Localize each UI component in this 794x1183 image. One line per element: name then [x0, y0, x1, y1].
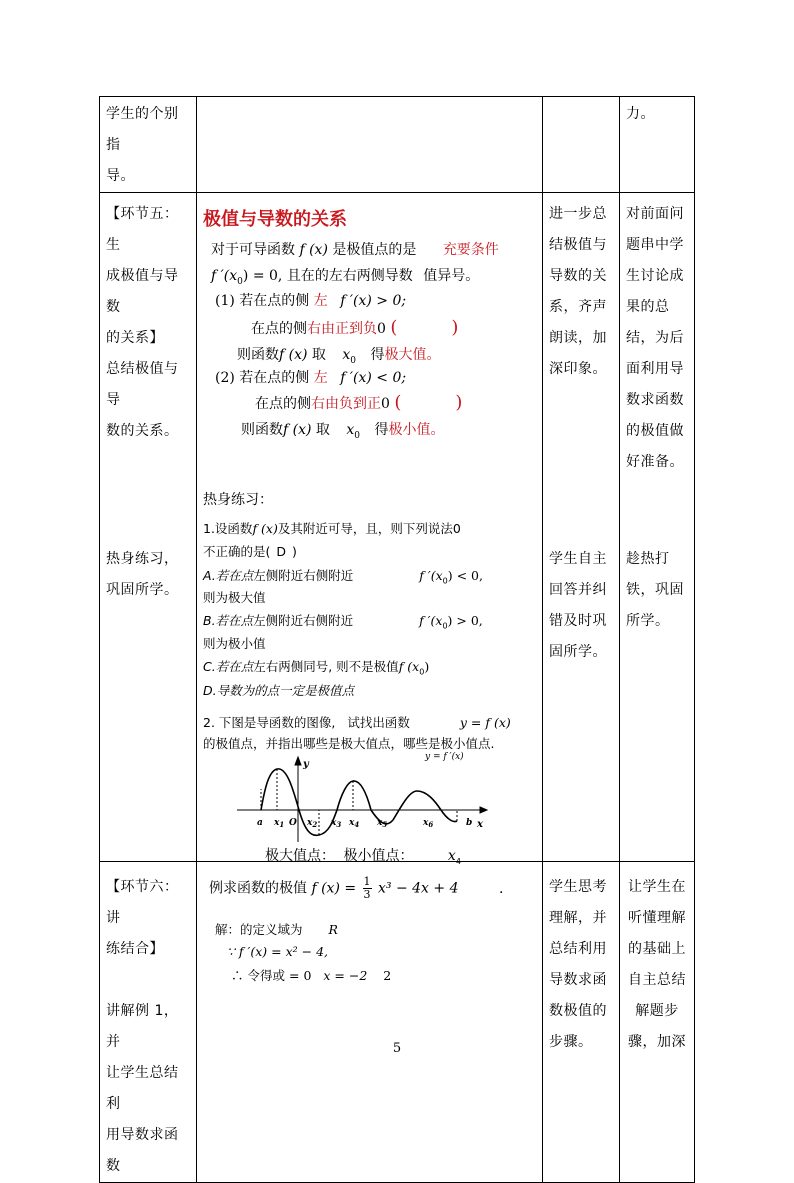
graph-tick-label: $x_6$ — [423, 818, 434, 829]
math-sub: 4 — [455, 856, 461, 866]
paren: ) — [455, 392, 463, 413]
text: 得 — [259, 968, 273, 983]
derivative-graph — [235, 747, 497, 843]
math: x³ − 4x + 4 — [378, 880, 459, 897]
intent-text: 对前面问 题串中学 生讨论成 果的总 结，为后 面利用导 数求函数 的极值做 好准备。 — [626, 206, 684, 470]
math: x — [342, 347, 351, 363]
text: 取 — [311, 347, 326, 363]
answer-text: 充要条件 — [442, 242, 499, 258]
case-line — [215, 290, 406, 310]
text: 的左右两侧导数 — [314, 268, 413, 284]
text: 的定义域为 — [240, 922, 303, 937]
option-c: C.若在点左右两侧同号, 则不是极值f $(x_0)$ — [203, 659, 430, 677]
table-row — [100, 97, 695, 193]
text: C.若在点 — [203, 659, 254, 674]
example-line — [209, 876, 503, 901]
label: (2) — [215, 370, 235, 386]
graph-tick-label: $x_4$ — [349, 818, 360, 829]
denominator: 3 — [363, 888, 371, 901]
answer-text: 右由正到负 — [307, 321, 377, 337]
graph-tick-label: b — [466, 818, 473, 828]
text: 的侧 — [281, 370, 310, 386]
math: f ′(x) > 0; — [340, 293, 407, 309]
answer-text: 极小值。 — [388, 422, 445, 438]
text: 0 — [452, 521, 461, 536]
intent-text: 让学生在 听懂理解 的基础上 自主总结 解题步 骤，加深 — [628, 879, 686, 1050]
max-label: 极大值点： — [265, 848, 335, 864]
math: 2 — [383, 968, 392, 983]
paren: ( — [390, 317, 398, 338]
text: 的侧 — [283, 396, 311, 412]
paren: ) — [451, 317, 459, 338]
case-line: 则函数f (x) 取 $x_0$ 得极小值。 — [241, 422, 445, 441]
text: D.导数为的点一定是极值点 — [203, 683, 355, 698]
math: x = −2 — [323, 968, 368, 983]
text: 例求函数的极值 — [209, 880, 307, 897]
text: 右侧附近 — [303, 613, 354, 628]
answer-text: 左 — [313, 293, 328, 309]
math: f ′(x — [419, 613, 443, 628]
option-a-result: 则为极大值 — [203, 590, 266, 605]
cell-student — [543, 193, 620, 862]
activity-text: 学生的个别指 导。 — [106, 106, 179, 184]
text: B.若在点 — [203, 613, 254, 628]
x-axis-label: x — [477, 819, 483, 830]
text: 的侧 — [281, 293, 310, 309]
answer-text: D — [276, 544, 287, 559]
math: ) < 0, — [447, 568, 483, 583]
text: 若在点 — [239, 370, 282, 386]
answer-text: 左 — [313, 370, 328, 386]
math: f (x — [398, 659, 420, 674]
question-1 — [203, 519, 461, 537]
math: f (x) — [252, 521, 278, 536]
paren: ( — [394, 392, 402, 413]
text: 左右两侧同号, — [253, 659, 333, 674]
table-row — [100, 862, 695, 1183]
solution-line — [231, 966, 391, 984]
question-2-line2: 的极值点，并指出哪些是极大值点，哪些是极小值点. — [203, 736, 495, 751]
intent-text: 力。 — [626, 106, 655, 122]
answer-text: 右由负到正 — [311, 396, 381, 412]
solution-line: ∵ f ′(x) = x² − 4, — [227, 944, 328, 959]
text: 1.设函数 — [203, 521, 253, 536]
numerator: 1 — [363, 875, 371, 888]
cell-intent — [620, 97, 695, 193]
table-row — [100, 193, 695, 862]
cell-activity — [100, 862, 197, 1183]
graph-tick-label: O — [289, 818, 297, 828]
case-line: 则函数f (x) 取 $x_0$ 得极大值。 — [237, 347, 441, 366]
cell-content — [197, 97, 543, 193]
graph-tick-label: a — [257, 818, 263, 828]
text: 在点 — [251, 321, 279, 337]
cell-activity — [100, 193, 197, 862]
student-text: 学生思考 理解，并 总结利用 导数求函 数极值的 步骤。 — [549, 879, 607, 1050]
option-d — [203, 681, 354, 699]
intent-text: 趁热打 铁，巩固 所学。 — [626, 551, 684, 629]
text: 则函数 — [237, 347, 279, 363]
graph-tick-label: $x_1$ — [274, 818, 285, 829]
case-line — [215, 367, 406, 387]
text: 0 — [381, 396, 390, 412]
cell-student — [543, 97, 620, 193]
text: ∴ 令 — [231, 968, 260, 983]
text: A.若在点 — [203, 568, 254, 583]
text: 或 — [272, 968, 286, 983]
text: 值异号。 — [423, 268, 480, 284]
cell-intent — [620, 862, 695, 1183]
text: 试找出函数 — [347, 715, 410, 730]
math: f ′(x) < 0; — [340, 370, 407, 386]
math: x — [346, 422, 355, 438]
label: (1) — [215, 293, 235, 309]
graph-tick-label: $x_2$ — [307, 818, 318, 829]
student-text: 进一步总 结极值与 导数的关 系，齐声 朗读，加 深印象。 — [549, 206, 607, 377]
math: R — [328, 922, 338, 937]
y-axis-label: y — [303, 759, 309, 770]
text: 不正确的是( — [203, 544, 271, 559]
text: . — [498, 880, 504, 897]
text: 取 — [315, 422, 330, 438]
math: ) = 0, — [242, 268, 283, 284]
math: f (x) = — [311, 880, 357, 897]
math: ) — [424, 659, 430, 674]
math: f ′(x — [211, 268, 238, 284]
math: = 0 — [289, 968, 312, 983]
text: 0 — [377, 321, 386, 337]
math: f (x) — [283, 422, 312, 438]
cell-student — [543, 862, 620, 1183]
definition-line — [211, 239, 499, 259]
text: 且在 — [286, 268, 315, 284]
math: y = f (x) — [459, 715, 511, 730]
cell-activity — [100, 97, 197, 193]
activity-text: 【环节六：讲 练结合】 讲解例 1，并 让学生总结利 用导数求函数 — [106, 879, 179, 1174]
option-a: A.若在点左侧附近右侧附近 f $'(x_0) < 0$, — [203, 568, 483, 586]
min-label: 极小值点： — [343, 848, 414, 864]
graph-tick-label: $x_3$ — [331, 818, 342, 829]
cell-content — [197, 193, 543, 866]
text: 在点 — [255, 396, 283, 412]
text: 左侧附近 — [253, 568, 304, 583]
math: f ′(x — [419, 568, 443, 583]
text: 得 — [374, 422, 389, 438]
case-line — [255, 392, 462, 413]
text: 是极值点的是 — [332, 242, 417, 258]
math: ) > 0, — [447, 613, 483, 628]
math: f (x) — [299, 242, 328, 258]
text: 则函数 — [241, 422, 283, 438]
option-b-result: 则为极小值 — [203, 636, 266, 651]
text: 的侧 — [279, 321, 307, 337]
text: 对于可导函数 — [211, 242, 295, 258]
lesson-plan-table — [99, 96, 695, 1183]
student-text: 学生自主 回答并纠 错及时巩 固所学。 — [549, 551, 607, 660]
answer-text: 极大值。 — [384, 347, 441, 363]
text: 2. 下图是导函数的图像, — [203, 715, 336, 730]
text: 右侧附近 — [303, 568, 354, 583]
math: x — [447, 848, 456, 864]
case-line — [251, 317, 458, 338]
text: 左侧附近 — [253, 613, 304, 628]
page-number: 5 — [392, 1041, 402, 1056]
graph-curve-label: y = f ′(x) — [425, 752, 464, 762]
text: 及其附近可导，且，则下列说法 — [277, 521, 453, 536]
graph-tick-label: $x_5$ — [377, 818, 388, 829]
math: f (x) — [279, 347, 308, 363]
activity-text: 【环节五：生 成极值与导数 的关系】 总结极值与导 数的关系。 — [106, 206, 179, 439]
cell-intent — [620, 193, 695, 862]
text: 则不是极值 — [336, 659, 399, 674]
solution-line — [215, 920, 338, 938]
activity-text: 热身练习， 巩固所学。 — [106, 551, 179, 598]
fraction — [363, 876, 372, 901]
text: 得 — [370, 347, 385, 363]
text: 若在点 — [239, 293, 282, 309]
text: 解： — [215, 922, 241, 937]
section-title: 极值与导数的关系 — [203, 209, 347, 230]
definition-line: f $'(x_0) = 0$, 且在的左右两侧导数 值异号。 — [211, 268, 480, 287]
warmup-title: 热身练习： — [203, 492, 273, 508]
option-b: B.若在点左侧附近右侧附近 f $'(x_0) > 0$, — [203, 613, 483, 631]
question-1-prompt — [203, 542, 297, 560]
question-2 — [203, 713, 511, 731]
cell-content — [197, 862, 543, 1183]
text: ) — [292, 544, 297, 559]
